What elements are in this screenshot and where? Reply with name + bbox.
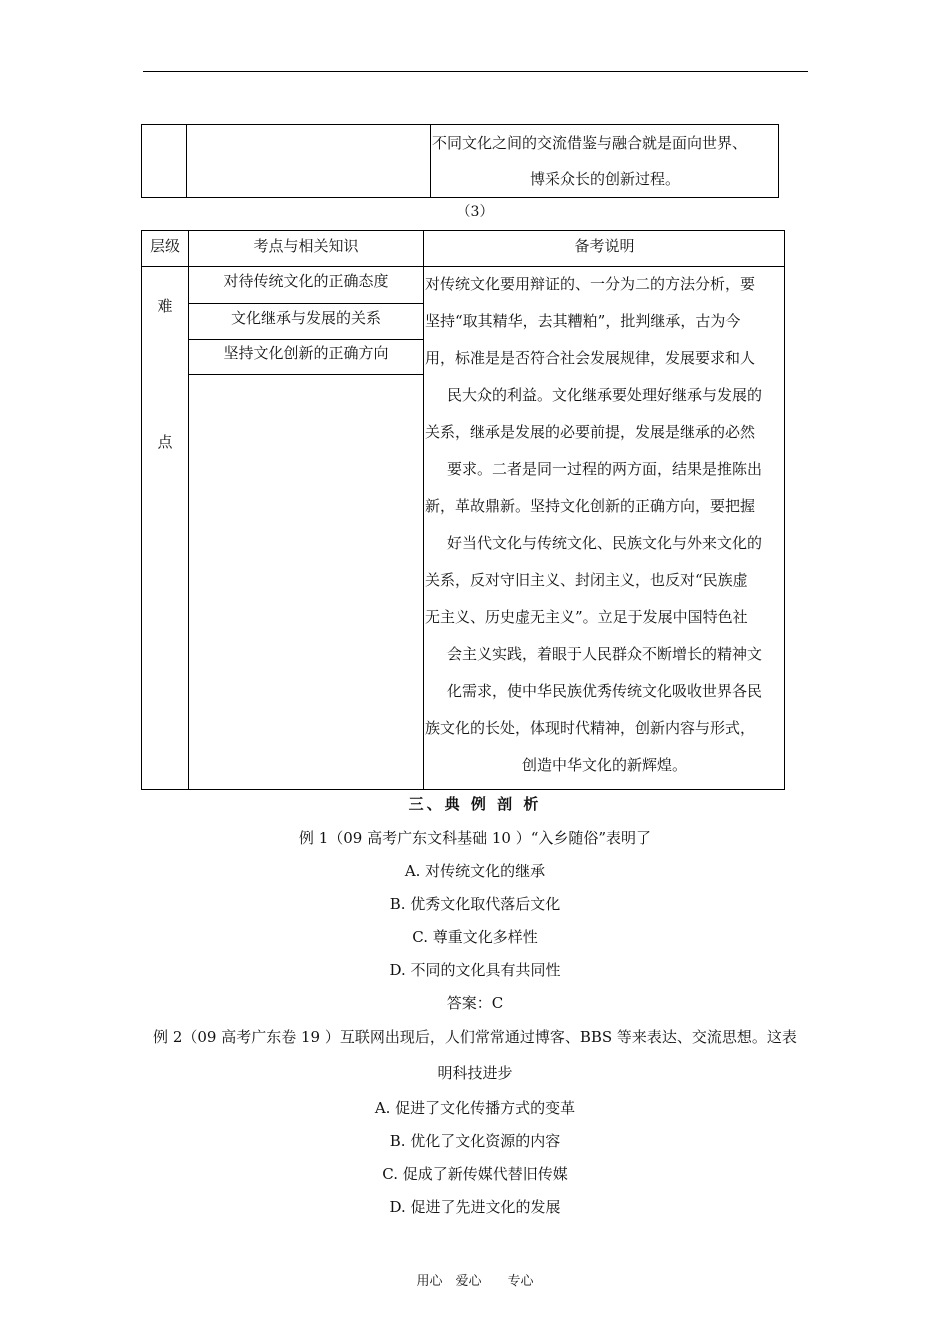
notes-line: 创造中华文化的新辉煌。 <box>521 756 687 774</box>
notes-line: 坚持“取其精华，去其糟粕”，批判继承，古为今 <box>425 312 741 330</box>
notes-line: 民大众的利益。文化继承要处理好继承与发展的 <box>446 386 762 404</box>
example2-option-c: C. 促成了新传媒代替旧传媒 <box>382 1165 568 1183</box>
knowledge-table <box>141 230 785 790</box>
knowledge-item: 对待传统文化的正确态度 <box>223 272 389 290</box>
example2-question: 例 2（09 高考广东卷 19 ）互联网出现后，人们常常通过博客、BBS 等来表达、交流思想。这表 <box>153 1028 797 1046</box>
notes-line: 无主义、历史虚无主义”。立足于发展中国特色社 <box>425 608 748 626</box>
notes-line: 关系，继承是发展的必要前提，发展是继承的必然 <box>425 423 756 441</box>
notes-line: 要求。二者是同一过程的两方面，结果是推陈出 <box>446 460 762 478</box>
example2-option-a: A. 促进了文化传播方式的变革 <box>374 1099 576 1117</box>
section-title: 三、典 例 剖 析 <box>408 795 542 813</box>
example1-answer: 答案：C <box>446 994 504 1012</box>
knowledge-item: 文化继承与发展的关系 <box>230 309 381 327</box>
example1-option-b: B. 优秀文化取代落后文化 <box>389 895 561 913</box>
example1-option-d: D. 不同的文化具有共同性 <box>389 961 561 979</box>
table-caption: （3） <box>456 204 494 220</box>
continued-table <box>141 124 779 198</box>
notes-line: 用，标准是是否符合社会发展规律，发展要求和人 <box>425 349 756 367</box>
notes-line: 新，革故鼎新。坚持文化创新的正确方向，要把握 <box>425 497 756 515</box>
level-char: 难 <box>157 297 173 315</box>
header-notes: 备考说明 <box>574 237 635 255</box>
knowledge-item: 坚持文化创新的正确方向 <box>223 344 389 362</box>
header-level: 层级 <box>149 237 180 255</box>
row-border <box>189 374 423 375</box>
table-divider <box>186 125 187 197</box>
header-knowledge: 考点与相关知识 <box>253 237 359 255</box>
example2-question-cont: 明科技进步 <box>437 1064 513 1082</box>
page-footer: 用心 爱心 专心 <box>416 1274 534 1289</box>
notes-line: 对传统文化要用辩证的、一分为二的方法分析，要 <box>425 275 756 293</box>
table-cell-description <box>431 125 779 197</box>
notes-line: 化需求，使中华民族优秀传统文化吸收世界各民 <box>446 682 762 700</box>
notes-line: 关系，反对守旧主义、封闭主义，也反对“民族虚 <box>425 571 748 589</box>
notes-line: 族文化的长处，体现时代精神，创新内容与形式， <box>425 719 756 737</box>
notes-cell <box>424 266 785 784</box>
description-line: 不同文化之间的交流借鉴与融合就是面向世界、 <box>432 134 748 152</box>
notes-line: 好当代文化与传统文化、民族文化与外来文化的 <box>446 534 762 552</box>
level-char: 点 <box>157 433 173 451</box>
example1-option-c: C. 尊重文化多样性 <box>412 928 538 946</box>
notes-line: 会主义实践，着眼于人民群众不断增长的精神文 <box>446 645 762 663</box>
example2-option-d: D. 促进了先进文化的发展 <box>389 1198 561 1216</box>
header-rule <box>143 71 808 72</box>
example1-question: 例 1（09 高考广东文科基础 10 ）“入乡随俗”表明了 <box>298 829 652 847</box>
example1-option-a: A. 对传统文化的继承 <box>404 862 546 880</box>
description-line: 博采众长的创新过程。 <box>529 170 680 188</box>
example2-option-b: B. 优化了文化资源的内容 <box>389 1132 561 1150</box>
